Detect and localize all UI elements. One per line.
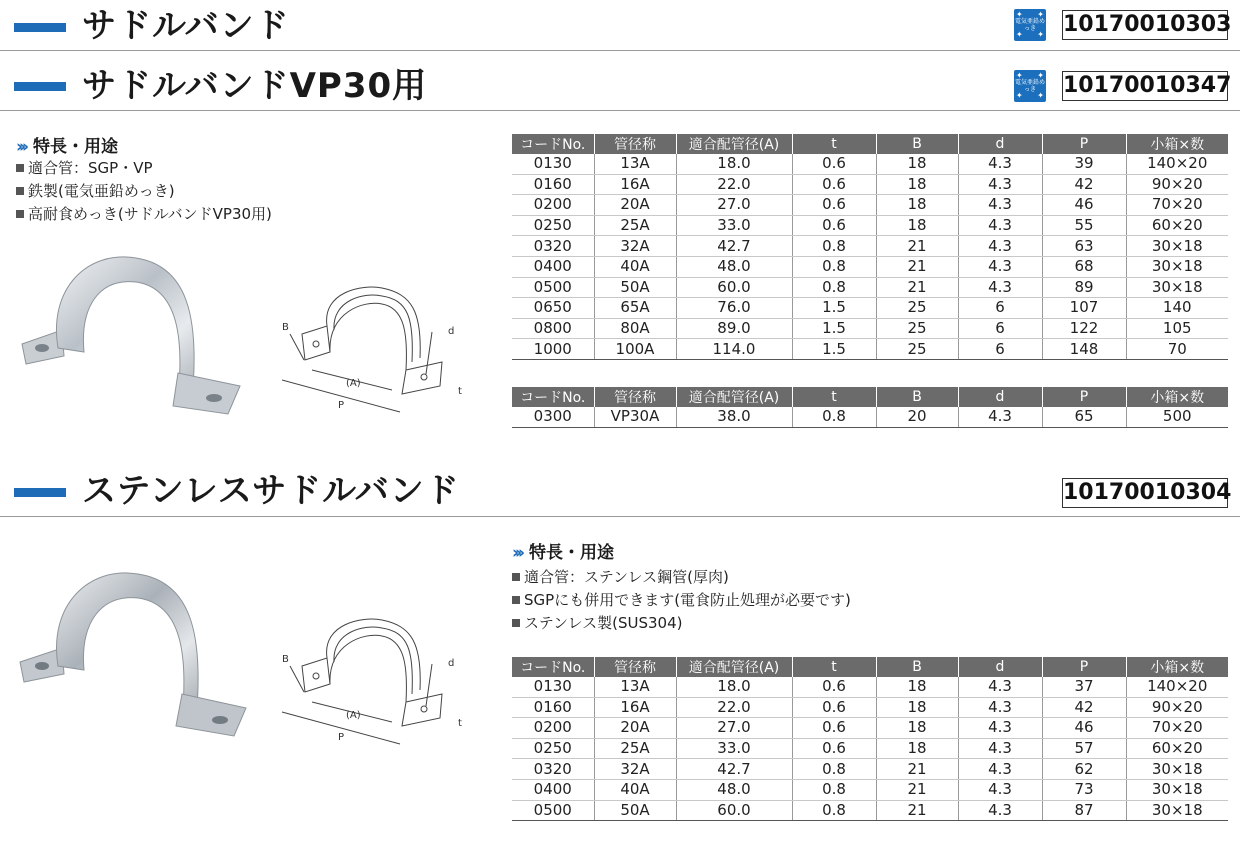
table-cell: 4.3	[958, 738, 1042, 759]
table-cell: 25	[876, 318, 958, 339]
table-cell: 0.6	[792, 718, 876, 739]
table-cell: 6	[958, 318, 1042, 339]
table-cell: 90×20	[1126, 697, 1228, 718]
table-cell: 148	[1042, 339, 1126, 360]
table-cell: 0.6	[792, 174, 876, 195]
table-cell: 0500	[512, 800, 594, 821]
table-cell: 4.3	[958, 697, 1042, 718]
label-t: t	[458, 718, 462, 729]
column-header: 管径称	[594, 134, 676, 154]
table-cell: 46	[1042, 195, 1126, 216]
title-bar-marker	[14, 82, 66, 91]
table-cell: 68	[1042, 256, 1126, 277]
product-code-saddle: 10170010303	[1062, 10, 1228, 40]
table-cell: 0.8	[792, 759, 876, 780]
table-cell: 0250	[512, 215, 594, 236]
table-cell: 20A	[594, 195, 676, 216]
column-header: t	[792, 387, 876, 407]
table-cell: 0250	[512, 738, 594, 759]
table-cell: 6	[958, 298, 1042, 319]
table-cell: 0.8	[792, 256, 876, 277]
table-row	[512, 256, 1228, 277]
table-cell: 18.0	[676, 677, 792, 697]
table-cell: 30×18	[1126, 236, 1228, 257]
list-item: SGPにも併用できます(電食防止処理が必要です)	[512, 589, 851, 612]
table-cell: 33.0	[676, 738, 792, 759]
table-cell: 13A	[594, 154, 676, 174]
table-cell: 18	[876, 718, 958, 739]
column-header: B	[876, 134, 958, 154]
table-cell: 63	[1042, 236, 1126, 257]
table-cell: 25A	[594, 738, 676, 759]
title-bar-marker	[14, 488, 66, 497]
table-cell: 80A	[594, 318, 676, 339]
dimension-diagram	[272, 614, 472, 754]
table-cell: 4.3	[958, 407, 1042, 427]
table-row	[512, 738, 1228, 759]
plating-label: 電気亜鉛めっき	[1014, 79, 1045, 93]
table-cell: 0.8	[792, 779, 876, 800]
table-row	[512, 277, 1228, 298]
spec-table	[512, 657, 1228, 821]
column-header: 小箱×数	[1126, 657, 1228, 677]
column-header: 管径称	[594, 387, 676, 407]
table-cell: 33.0	[676, 215, 792, 236]
label-d: d	[448, 658, 455, 669]
table-cell: 0.6	[792, 154, 876, 174]
list-item: 適合管：ステンレス鋼管(厚肉)	[512, 566, 851, 589]
table-cell: 140×20	[1126, 154, 1228, 174]
table-cell: 500	[1126, 407, 1228, 427]
table-row	[512, 718, 1228, 739]
list-item: ステンレス製(SUS304)	[512, 612, 851, 635]
plating-label: 電気亜鉛めっき	[1014, 18, 1045, 32]
table-cell: 140	[1126, 298, 1228, 319]
table-cell: 42	[1042, 697, 1126, 718]
table-row	[512, 195, 1228, 216]
table-cell: 0400	[512, 779, 594, 800]
table-cell: 4.3	[958, 215, 1042, 236]
table-cell: 21	[876, 779, 958, 800]
table-row	[512, 339, 1228, 360]
table-row	[512, 318, 1228, 339]
table-row	[512, 697, 1228, 718]
table-cell: 90×20	[1126, 174, 1228, 195]
table-cell: 100A	[594, 339, 676, 360]
label-a: (A)	[346, 378, 361, 389]
table-row	[512, 779, 1228, 800]
table-cell: 18	[876, 195, 958, 216]
table-cell: 21	[876, 256, 958, 277]
table-row	[512, 154, 1228, 174]
table-cell: 1.5	[792, 339, 876, 360]
table-cell: 0200	[512, 195, 594, 216]
table-cell: 25A	[594, 215, 676, 236]
table-cell: 70×20	[1126, 195, 1228, 216]
table-cell: 18	[876, 697, 958, 718]
divider	[0, 110, 1240, 111]
column-header: 適合配管径(A)	[676, 387, 792, 407]
table-cell: 65	[1042, 407, 1126, 427]
table-cell: 42.7	[676, 236, 792, 257]
table-cell: 22.0	[676, 174, 792, 195]
table-cell: 87	[1042, 800, 1126, 821]
divider	[0, 50, 1240, 51]
features-list	[512, 566, 851, 635]
table-cell: 0.6	[792, 738, 876, 759]
column-header: d	[958, 657, 1042, 677]
table-cell: 16A	[594, 174, 676, 195]
table-cell: 40A	[594, 779, 676, 800]
table-cell: 4.3	[958, 677, 1042, 697]
table-row	[512, 800, 1228, 821]
table-cell: 4.3	[958, 779, 1042, 800]
column-header: d	[958, 134, 1042, 154]
saddle-band-photo	[18, 248, 248, 418]
table-cell: 18	[876, 215, 958, 236]
column-header: 適合配管径(A)	[676, 134, 792, 154]
table-cell: 4.3	[958, 800, 1042, 821]
dimension-diagram	[272, 282, 472, 422]
section-title-vp30: サドルバンドVP30用	[82, 66, 428, 106]
table-cell: 48.0	[676, 779, 792, 800]
table-cell: 0.8	[792, 407, 876, 427]
table-cell: 73	[1042, 779, 1126, 800]
table-cell: 42.7	[676, 759, 792, 780]
table-cell: 70×20	[1126, 718, 1228, 739]
table-cell: 4.3	[958, 236, 1042, 257]
table-cell: 122	[1042, 318, 1126, 339]
table-cell: 50A	[594, 800, 676, 821]
chevron-right-icon: ›››	[16, 137, 26, 157]
column-header: 適合配管径(A)	[676, 657, 792, 677]
table-cell: 0160	[512, 174, 594, 195]
column-header: 管径称	[594, 657, 676, 677]
table-cell: 50A	[594, 277, 676, 298]
column-header: コードNo.	[512, 134, 594, 154]
table-cell: 105	[1126, 318, 1228, 339]
column-header: B	[876, 657, 958, 677]
plating-icon: ✦ ✦ ✦ ✦ 電気亜鉛めっき	[1014, 10, 1045, 39]
product-code-stainless: 10170010304	[1062, 478, 1228, 508]
table-cell: 22.0	[676, 697, 792, 718]
label-b: B	[282, 654, 289, 665]
table-cell: 0.6	[792, 215, 876, 236]
table-cell: 140×20	[1126, 677, 1228, 697]
table-cell: 0320	[512, 759, 594, 780]
table-cell: 27.0	[676, 195, 792, 216]
table-cell: 65A	[594, 298, 676, 319]
table-cell: 30×18	[1126, 800, 1228, 821]
table-cell: 20A	[594, 718, 676, 739]
table-cell: 0320	[512, 236, 594, 257]
table-cell: 6	[958, 339, 1042, 360]
table-row	[512, 677, 1228, 697]
table-cell: 18	[876, 677, 958, 697]
table-cell: 46	[1042, 718, 1126, 739]
table-row	[512, 298, 1228, 319]
table-cell: 30×18	[1126, 256, 1228, 277]
spec-table	[512, 387, 1228, 428]
table-cell: 21	[876, 759, 958, 780]
table-cell: 89.0	[676, 318, 792, 339]
table-cell: 25	[876, 298, 958, 319]
table-cell: 60.0	[676, 800, 792, 821]
table-cell: 60×20	[1126, 215, 1228, 236]
list-item: 高耐食めっき(サドルバンドVP30用)	[16, 203, 272, 226]
table-cell: 0800	[512, 318, 594, 339]
table-cell: 30×18	[1126, 277, 1228, 298]
table-header-row	[512, 657, 1228, 677]
table-cell: 0400	[512, 256, 594, 277]
table-cell: 30×18	[1126, 759, 1228, 780]
features-heading: ››› 特長・用途	[512, 543, 615, 563]
divider	[0, 516, 1240, 517]
table-cell: 18	[876, 154, 958, 174]
table-cell: 48.0	[676, 256, 792, 277]
list-item: 鉄製(電気亜鉛めっき)	[16, 180, 272, 203]
table-row	[512, 236, 1228, 257]
table-cell: 0.8	[792, 277, 876, 298]
column-header: P	[1042, 387, 1126, 407]
table-cell: 0160	[512, 697, 594, 718]
table-cell: 114.0	[676, 339, 792, 360]
label-t: t	[458, 386, 462, 397]
column-header: P	[1042, 134, 1126, 154]
table-cell: 55	[1042, 215, 1126, 236]
title-bar-marker	[14, 23, 66, 32]
table-cell: 0200	[512, 718, 594, 739]
table-cell: 0300	[512, 407, 594, 427]
table-cell: 0500	[512, 277, 594, 298]
column-header: t	[792, 134, 876, 154]
column-header: B	[876, 387, 958, 407]
table-cell: 60.0	[676, 277, 792, 298]
table-row	[512, 407, 1228, 427]
table-cell: 62	[1042, 759, 1126, 780]
table-cell: 0130	[512, 677, 594, 697]
table-cell: 60×20	[1126, 738, 1228, 759]
table-cell: 0130	[512, 154, 594, 174]
table-cell: 0.8	[792, 236, 876, 257]
features-list	[16, 157, 272, 226]
table-header-row	[512, 387, 1228, 407]
table-cell: 0650	[512, 298, 594, 319]
column-header: d	[958, 387, 1042, 407]
table-cell: 13A	[594, 677, 676, 697]
label-b: B	[282, 322, 289, 333]
table-cell: 70	[1126, 339, 1228, 360]
table-header-row	[512, 134, 1228, 154]
list-item: 適合管：SGP・VP	[16, 157, 272, 180]
table-cell: 4.3	[958, 759, 1042, 780]
table-cell: 27.0	[676, 718, 792, 739]
table-cell: 4.3	[958, 256, 1042, 277]
product-code-vp30: 10170010347	[1062, 71, 1228, 101]
table-row	[512, 215, 1228, 236]
column-header: 小箱×数	[1126, 134, 1228, 154]
label-p: P	[338, 732, 345, 743]
column-header: t	[792, 657, 876, 677]
table-cell: 40A	[594, 256, 676, 277]
table-cell: 4.3	[958, 195, 1042, 216]
table-cell: 0.6	[792, 697, 876, 718]
table-cell: 4.3	[958, 174, 1042, 195]
table-cell: 32A	[594, 759, 676, 780]
table-cell: 0.8	[792, 800, 876, 821]
table-cell: 30×18	[1126, 779, 1228, 800]
table-cell: 42	[1042, 174, 1126, 195]
table-cell: 0.6	[792, 195, 876, 216]
stainless-saddle-band-photo	[16, 562, 256, 742]
table-cell: 1.5	[792, 318, 876, 339]
table-cell: 4.3	[958, 154, 1042, 174]
table-cell: 1.5	[792, 298, 876, 319]
table-row	[512, 174, 1228, 195]
column-header: コードNo.	[512, 657, 594, 677]
table-cell: 37	[1042, 677, 1126, 697]
table-cell: VP30A	[594, 407, 676, 427]
label-a: (A)	[346, 710, 361, 721]
plating-icon: ✦ ✦ ✦ ✦ 電気亜鉛めっき	[1014, 71, 1045, 100]
table-cell: 21	[876, 277, 958, 298]
table-cell: 38.0	[676, 407, 792, 427]
label-d: d	[448, 326, 455, 337]
section-title-saddle: サドルバンド	[82, 6, 290, 46]
label-p: P	[338, 400, 345, 411]
table-cell: 18	[876, 738, 958, 759]
table-cell: 25	[876, 339, 958, 360]
chevron-right-icon: ›››	[512, 543, 522, 563]
table-cell: 18	[876, 174, 958, 195]
table-cell: 76.0	[676, 298, 792, 319]
table-cell: 0.6	[792, 677, 876, 697]
column-header: コードNo.	[512, 387, 594, 407]
spec-table	[512, 134, 1228, 360]
table-cell: 39	[1042, 154, 1126, 174]
table-cell: 20	[876, 407, 958, 427]
table-cell: 18.0	[676, 154, 792, 174]
table-cell: 32A	[594, 236, 676, 257]
features-heading: ››› 特長・用途	[16, 137, 119, 157]
table-cell: 21	[876, 236, 958, 257]
table-cell: 4.3	[958, 718, 1042, 739]
table-cell: 107	[1042, 298, 1126, 319]
table-cell: 1000	[512, 339, 594, 360]
table-row	[512, 759, 1228, 780]
table-cell: 16A	[594, 697, 676, 718]
table-cell: 4.3	[958, 277, 1042, 298]
section-title-stainless: ステンレスサドルバンド	[82, 471, 460, 511]
column-header: P	[1042, 657, 1126, 677]
table-cell: 57	[1042, 738, 1126, 759]
table-cell: 89	[1042, 277, 1126, 298]
table-cell: 21	[876, 800, 958, 821]
column-header: 小箱×数	[1126, 387, 1228, 407]
